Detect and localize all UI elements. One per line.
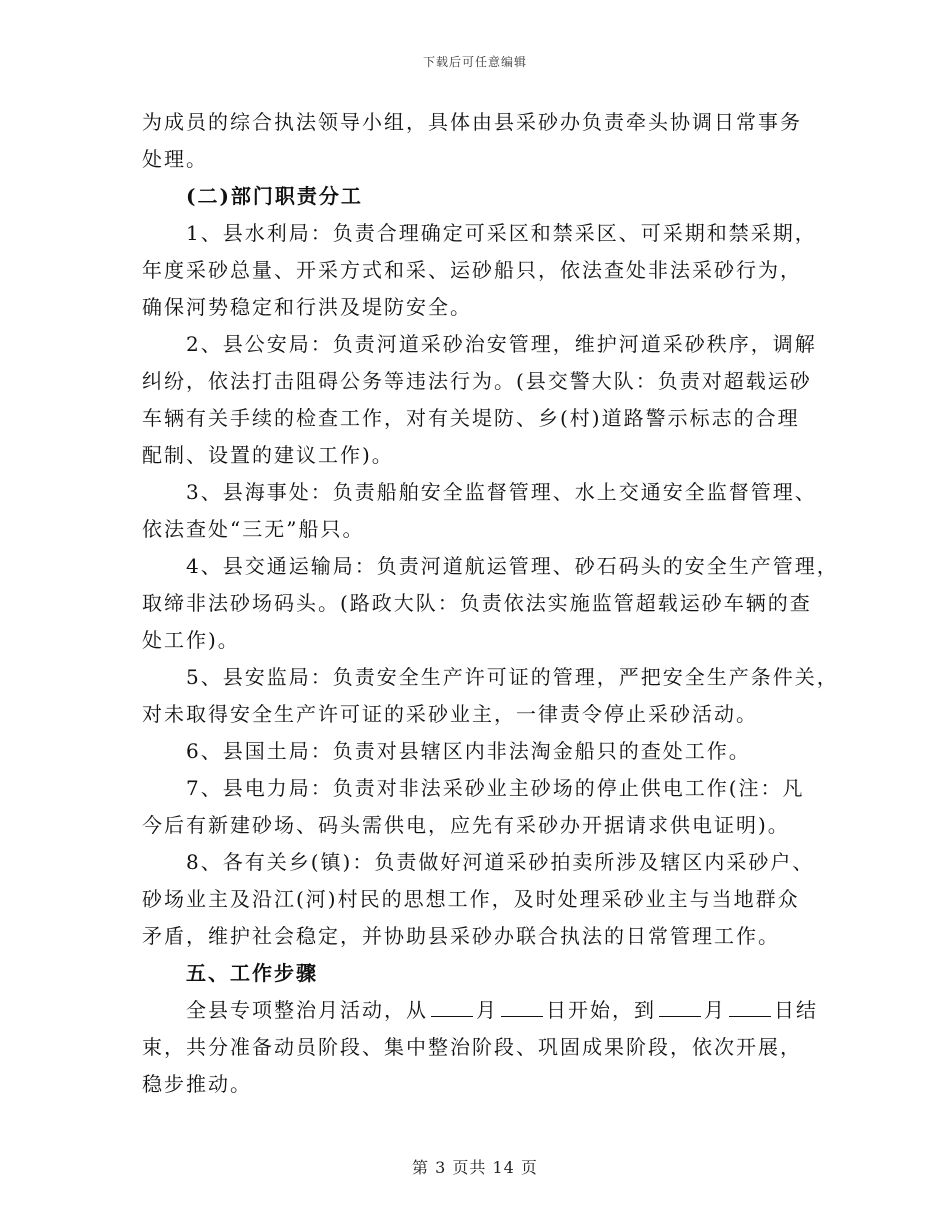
- text-segment: 日结: [774, 998, 818, 1022]
- body-line: 4、县交通运输局：负责河道航运管理、砂石码头的安全生产管理，: [186, 554, 839, 578]
- text-segment: 月: [476, 998, 498, 1022]
- body-line: 配制、设置的建议工作)。: [142, 443, 394, 467]
- body-line: 处工作)。: [142, 628, 240, 652]
- fill-in-blank: [659, 992, 701, 1017]
- fill-in-blank: [431, 992, 473, 1017]
- fill-in-blank: [729, 992, 771, 1017]
- body-line: 砂场业主及沿江(河)村民的思想工作，及时处理采砂业主与当地群众: [142, 887, 800, 911]
- body-line: 对未取得安全生产许可证的采砂业主，一律责令停止采砂活动。: [142, 702, 758, 726]
- body-line: 为成员的综合执法领导小组，具体由县采砂办负责牵头协调日常事务: [142, 110, 802, 134]
- body-line: 处理。: [142, 147, 208, 171]
- text-segment: 全县专项整治月活动，从: [186, 998, 428, 1022]
- body-line: 今后有新建砂场、码头需供电，应先有采砂办开据请求供电证明)。: [142, 813, 790, 837]
- text-segment: 日开始，到: [546, 998, 656, 1022]
- body-line: 年度采砂总量、开采方式和采、运砂船只，依法查处非法采砂行为，: [142, 258, 802, 282]
- body-line: 1、县水利局：负责合理确定可采区和禁采区、可采期和禁采期，: [186, 221, 817, 245]
- body-line: 矛盾，维护社会稳定，并协助县采砂办联合执法的日常管理工作。: [142, 924, 780, 948]
- body-line: 6、县国土局：负责对县辖区内非法淘金船只的查处工作。: [186, 739, 751, 763]
- body-line: 稳步推动。: [142, 1072, 252, 1096]
- fill-in-blank: [501, 992, 543, 1017]
- text-segment: 月: [704, 998, 726, 1022]
- page-footer: 第 3 页共 14 页: [412, 1158, 538, 1177]
- body-line: 2、县公安局：负责河道采砂治安管理，维护河道采砂秩序，调解: [186, 332, 817, 356]
- section-heading: 五、工作步骤: [186, 961, 318, 985]
- body-line-with-blanks: [142, 992, 818, 1029]
- document-body: [142, 104, 839, 1103]
- body-line: 5、县安监局：负责安全生产许可证的管理，严把安全生产条件关，: [186, 665, 839, 689]
- body-line: 确保河势稳定和行洪及堤防安全。: [142, 295, 472, 319]
- page-header: 下载后可任意编辑: [422, 55, 527, 69]
- body-line: 束，共分准备动员阶段、集中整治阶段、巩固成果阶段，依次开展，: [142, 1035, 802, 1059]
- body-line: 7、县电力局：负责对非法采砂业主砂场的停止供电工作(注：凡: [186, 776, 805, 800]
- body-line: 纠纷，依法打击阻碍公务等违法行为。(县交警大队：负责对超载运砂: [142, 369, 812, 393]
- body-line: 取缔非法砂场码头。(路政大队：负责依法实施监管超载运砂车辆的查: [142, 591, 812, 615]
- body-line: 8、各有关乡(镇)：负责做好河道采砂拍卖所涉及辖区内采砂户、: [186, 850, 815, 874]
- body-line: 依法查处“三无”船只。: [142, 517, 365, 541]
- body-line: 车辆有关手续的检查工作，对有关堤防、乡(村)道路警示标志的合理: [142, 406, 800, 430]
- section-heading: (二)部门职责分工: [186, 184, 363, 208]
- body-line: 3、县海事处：负责船舶安全监督管理、水上交通安全监督管理、: [186, 480, 817, 504]
